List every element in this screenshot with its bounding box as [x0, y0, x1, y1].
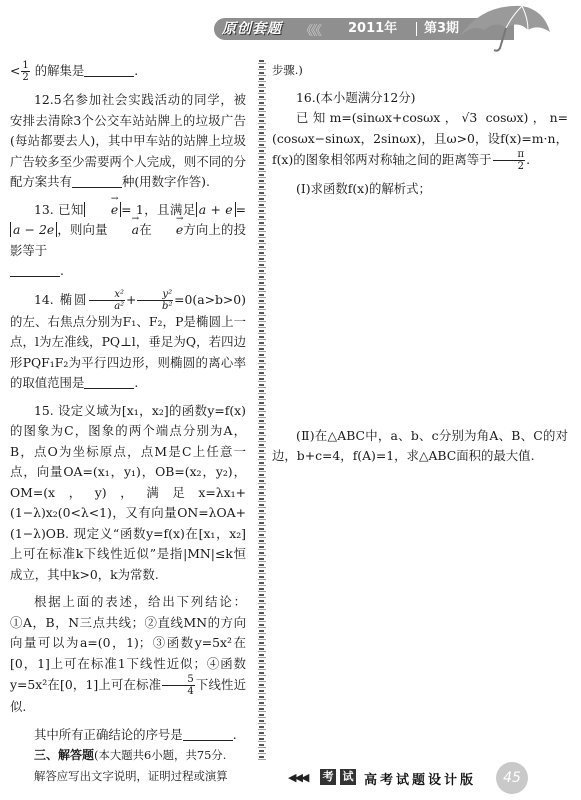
q15-blank[interactable]	[183, 727, 233, 741]
q16-part1: (Ⅰ)求函数f(x)的解析式；	[296, 181, 431, 196]
column-divider	[259, 60, 264, 760]
q15-conclusions: 根据上面的表述，给出下列结论：①A，B，N三点共线；②直线MN的方向向量可以为a=(0，1)；③函数y=5x²在[0，1]上可在标准1下线性近似；④函数y=5x²在[0，1]上可在标准 $\frac{5}{4}$ 下线性近似.	[10, 594, 247, 714]
q13-abs-e: → e	[84, 202, 121, 217]
header-year: 2011年	[348, 21, 398, 36]
q15-text: 15. 设定义域为[x₁，x₂]的函数y=f(x)的图象为C，图象的两个端点分别为A，B，点O为坐标原点，点M是C上任意一点，向量OA=(x₁，y₁)，OB=(x₂，y₂)，OM=(x，y)，满足x=λx₁+(1−λ)x₂(0<λ<1)，又有向量ON=λOA+(1−λ)OB. 现定义“函数y=f(x)在[x₁，x₂]上可在标准k下线性近似”是指|MN|≤k恒成立，其中k>0，k为常数.	[10, 402, 246, 582]
left-column	[10, 60, 247, 783]
q11-lt: <	[10, 63, 21, 78]
page-number: 45	[496, 762, 528, 794]
section3-heading: 三、解答题(本大题共6小题，共75分.	[34, 748, 227, 762]
umbrella-icon	[452, 2, 552, 54]
header-chevrons: 《《《	[300, 24, 321, 39]
q13-abs-a2e: a − 2e	[10, 222, 57, 237]
q15-ask: 其中所有正确结论的序号是 .	[34, 726, 237, 742]
q15-fraction: $\frac{5}{4}$	[162, 674, 194, 697]
q13-blank[interactable]	[10, 263, 60, 277]
q11-blank[interactable]	[84, 63, 134, 77]
q16-body: 已知m=(sinωx+cosωx，√3 cosωx)，n=(cosωx−sinωx，2sinωx)，且ω>0，设f(x)=m·n，f(x)的图象相邻两对称轴之间的距离等于 $\frac{\pi}{2}$ .	[272, 110, 568, 172]
q11-fraction: $\frac{1}{2}$	[22, 60, 29, 83]
q12-blank[interactable]	[72, 174, 122, 188]
footer-badge-2: 试	[340, 769, 356, 785]
page-header	[0, 0, 581, 52]
q14-blank[interactable]	[84, 375, 134, 389]
q13-vec-a: → a	[108, 220, 139, 241]
q16-answer-space-1	[272, 200, 568, 426]
section3-note: 解答应写出文字说明，证明过程或演算	[34, 768, 228, 783]
page-footer	[0, 760, 581, 800]
q16-fraction: $\frac{\pi}{2}$	[493, 149, 526, 172]
q14-frac-y: $\frac{\text{y²}}{\text{b²}}$	[137, 289, 173, 312]
q13-abs-ae: a + e	[196, 202, 236, 217]
header-separator	[416, 22, 417, 36]
footer-arrows-icon: ◀◀◀	[288, 771, 308, 784]
q13-vec-e: → e	[152, 220, 183, 241]
q11-text: 的解集是	[30, 63, 85, 78]
header-issue: 第3期	[424, 21, 460, 36]
q16-heading: 16.(本小题满分12分)	[296, 89, 416, 105]
header-brand: 原创套题	[222, 21, 282, 37]
right-column	[272, 60, 568, 530]
q14-text: 14. 椭圆 $\frac{\text{x²}}{\text{a²}}$ + $\frac{\text{y²}}{\text{b²}}$ =0(a>b>0)的左、右焦点分别为F₁、F₂，P是椭圆上一点，l为左准线，PQ⊥l，垂足为Q，若四边形PQF₁F₂为平行四边形，则椭圆的离心率的取值范围是 .	[10, 288, 246, 390]
q14-frac-x: $\frac{\text{x²}}{\text{a²}}$	[89, 289, 125, 312]
footer-badge-1: 考	[320, 769, 336, 785]
section3-note-tail: 步骤.)	[272, 63, 303, 77]
q16-part2: (Ⅱ)在△ABC中，a、b、c分别为角A、B、C的对边，b+c=4，f(A)=1，求△ABC面积的最大值.	[272, 427, 568, 463]
q13-text: 13. 已知→ e = 1，且满足 a + e = a − 2e ，则向量→ a在→ e方向上的投影等于 .	[10, 200, 246, 282]
q12-text: 12.5名参加社会实践活动的同学，被安排去清除3个公交车站站牌上的垃圾广告(每站都要去人)，其中甲车站的站牌上垃圾广告较多至少需要两个人完成，则不同的分配方案共有 种(用数字作答).	[10, 92, 246, 189]
footer-title: 高考试题设计版	[364, 773, 477, 788]
q11-tail: < $\frac{1}{2}$ 的解集是 .	[10, 60, 139, 83]
